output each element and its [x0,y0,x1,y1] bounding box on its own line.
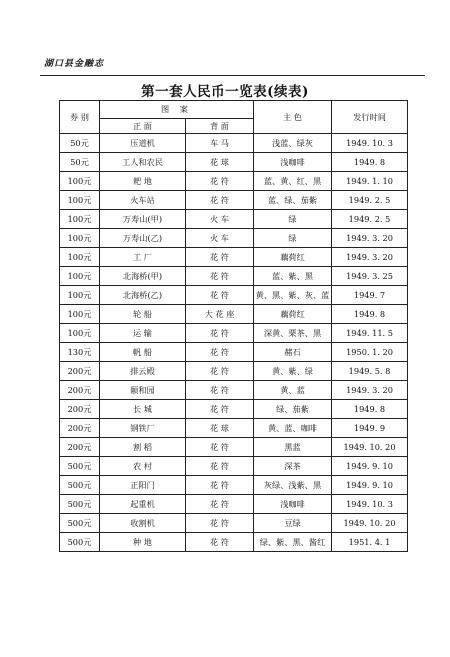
table-row [60,476,408,495]
cell-issue-date: 1949. 8 [332,153,408,172]
cell-front: 起重机 [100,495,186,514]
cell-back: 花 符 [186,438,254,457]
header-front: 正 面 [100,119,186,134]
cell-main-color: 黄、蓝 [254,381,332,400]
cell-back: 花 符 [186,514,254,533]
cell-front: 钢铁厂 [100,419,186,438]
table-row [60,533,408,552]
cell-back: 花 符 [186,533,254,552]
cell-main-color: 黑蓝 [254,438,332,457]
cell-issue-date: 1949. 1. 10 [332,172,408,191]
cell-denomination: 100元 [60,267,100,286]
cell-front: 种 地 [100,533,186,552]
cell-denomination: 200元 [60,400,100,419]
cell-front: 农 村 [100,457,186,476]
table-row [60,381,408,400]
cell-front: 正阳门 [100,476,186,495]
table-row [60,400,408,419]
cell-denomination: 100元 [60,229,100,248]
cell-issue-date: 1949. 9. 10 [332,476,408,495]
cell-front: 长 城 [100,400,186,419]
header-denomination: 券 别 [60,101,100,134]
currency-table [59,100,408,552]
cell-denomination: 500元 [60,514,100,533]
cell-denomination: 500元 [60,457,100,476]
header-main-color: 主 色 [254,101,332,134]
cell-main-color: 绿 [254,229,332,248]
cell-issue-date: 1949. 3. 20 [332,229,408,248]
cell-issue-date: 1949. 10. 3 [332,495,408,514]
cell-front: 收割机 [100,514,186,533]
table-body [60,134,408,552]
table-row [60,267,408,286]
table-row [60,514,408,533]
cell-main-color: 蓝、紫、黑 [254,267,332,286]
cell-front: 压道机 [100,134,186,153]
cell-main-color: 绿、紫、黑、酱红 [254,533,332,552]
cell-main-color: 蓝、黄、红、黑 [254,172,332,191]
cell-issue-date: 1949. 3. 20 [332,248,408,267]
cell-issue-date: 1949. 10. 20 [332,438,408,457]
cell-denomination: 200元 [60,362,100,381]
cell-denomination: 100元 [60,172,100,191]
cell-back: 花 符 [186,476,254,495]
cell-main-color: 浅咖啡 [254,153,332,172]
cell-back: 花 符 [186,381,254,400]
cell-back: 花 符 [186,457,254,476]
cell-front: 北海桥(甲) [100,267,186,286]
cell-front: 北海桥(乙) [100,286,186,305]
cell-issue-date: 1949. 3. 25 [332,267,408,286]
cell-denomination: 100元 [60,305,100,324]
cell-main-color: 赭石 [254,343,332,362]
table-row [60,134,408,153]
cell-denomination: 500元 [60,533,100,552]
table-row [60,362,408,381]
header-back: 背 面 [186,119,254,134]
cell-denomination: 200元 [60,419,100,438]
table-row [60,191,408,210]
header-design: 图 案 [100,101,254,119]
cell-denomination: 130元 [60,343,100,362]
cell-issue-date: 1949. 2. 5 [332,210,408,229]
cell-back: 花 符 [186,400,254,419]
table-row [60,324,408,343]
table-row [60,495,408,514]
cell-main-color: 藕荷红 [254,248,332,267]
cell-back: 大 花 座 [186,305,254,324]
cell-back: 火 车 [186,210,254,229]
cell-issue-date: 1949. 5. 8 [332,362,408,381]
cell-front: 工 厂 [100,248,186,267]
cell-issue-date: 1949. 8 [332,400,408,419]
cell-issue-date: 1949. 8 [332,305,408,324]
table-row [60,248,408,267]
header-issue-date: 发行时间 [332,101,408,134]
cell-denomination: 100元 [60,210,100,229]
cell-issue-date: 1951. 4. 1 [332,533,408,552]
cell-back: 火 车 [186,229,254,248]
cell-back: 花 符 [186,248,254,267]
header-rule [40,75,425,76]
cell-denomination: 50元 [60,134,100,153]
cell-denomination: 500元 [60,495,100,514]
table-row [60,172,408,191]
book-title: 湖口县金融志 [44,59,105,69]
cell-denomination: 200元 [60,381,100,400]
cell-issue-date: 1949. 9 [332,419,408,438]
table-row [60,305,408,324]
cell-main-color: 黄、蓝、咖啡 [254,419,332,438]
cell-front: 帆 船 [100,343,186,362]
cell-back: 花 球 [186,419,254,438]
table-row [60,229,408,248]
cell-back: 花 符 [186,324,254,343]
cell-issue-date: 1949. 9. 10 [332,457,408,476]
cell-back: 花 符 [186,362,254,381]
cell-issue-date: 1949. 7 [332,286,408,305]
cell-front: 耙 地 [100,172,186,191]
cell-main-color: 深黄、栗茶、黑 [254,324,332,343]
cell-main-color: 浅咖啡 [254,495,332,514]
cell-back: 花 符 [186,286,254,305]
table-row [60,210,408,229]
cell-front: 割 稻 [100,438,186,457]
cell-front: 排云殿 [100,362,186,381]
cell-back: 花 符 [186,191,254,210]
cell-back: 花 符 [186,495,254,514]
cell-main-color: 深茶 [254,457,332,476]
cell-main-color: 黄、黑、紫、灰、蓝 [254,286,332,305]
cell-denomination: 100元 [60,191,100,210]
cell-back: 车 马 [186,134,254,153]
cell-denomination: 100元 [60,324,100,343]
cell-denomination: 50元 [60,153,100,172]
cell-back: 花 球 [186,153,254,172]
cell-main-color: 绿 [254,210,332,229]
cell-issue-date: 1949. 2. 5 [332,191,408,210]
cell-denomination: 100元 [60,286,100,305]
cell-issue-date: 1949. 11. 5 [332,324,408,343]
table-row [60,419,408,438]
cell-back: 花 符 [186,172,254,191]
cell-issue-date: 1949. 3. 20 [332,381,408,400]
table-row [60,286,408,305]
cell-denomination: 500元 [60,476,100,495]
table-title: 第一套人民币一览表(续表) [141,84,309,100]
cell-main-color: 浅蓝、绿灰 [254,134,332,153]
cell-issue-date: 1949. 10. 3 [332,134,408,153]
table-row [60,457,408,476]
cell-denomination: 200元 [60,438,100,457]
cell-main-color: 蓝、绿、茄紫 [254,191,332,210]
cell-back: 花 符 [186,267,254,286]
cell-main-color: 豆绿 [254,514,332,533]
cell-front: 工人和农民 [100,153,186,172]
table-row [60,438,408,457]
cell-back: 花 符 [186,343,254,362]
cell-issue-date: 1949. 10. 20 [332,514,408,533]
cell-main-color: 灰绿、浅紫、黑 [254,476,332,495]
cell-main-color: 藕荷红 [254,305,332,324]
table-row [60,153,408,172]
cell-front: 万寿山(乙) [100,229,186,248]
cell-front: 轮 船 [100,305,186,324]
cell-front: 运 输 [100,324,186,343]
cell-main-color: 绿、茄紫 [254,400,332,419]
cell-front: 万寿山(甲) [100,210,186,229]
cell-denomination: 100元 [60,248,100,267]
cell-issue-date: 1950. 1. 20 [332,343,408,362]
cell-front: 火车站 [100,191,186,210]
cell-main-color: 黄、紫、绿 [254,362,332,381]
table-row [60,343,408,362]
cell-front: 颐和园 [100,381,186,400]
